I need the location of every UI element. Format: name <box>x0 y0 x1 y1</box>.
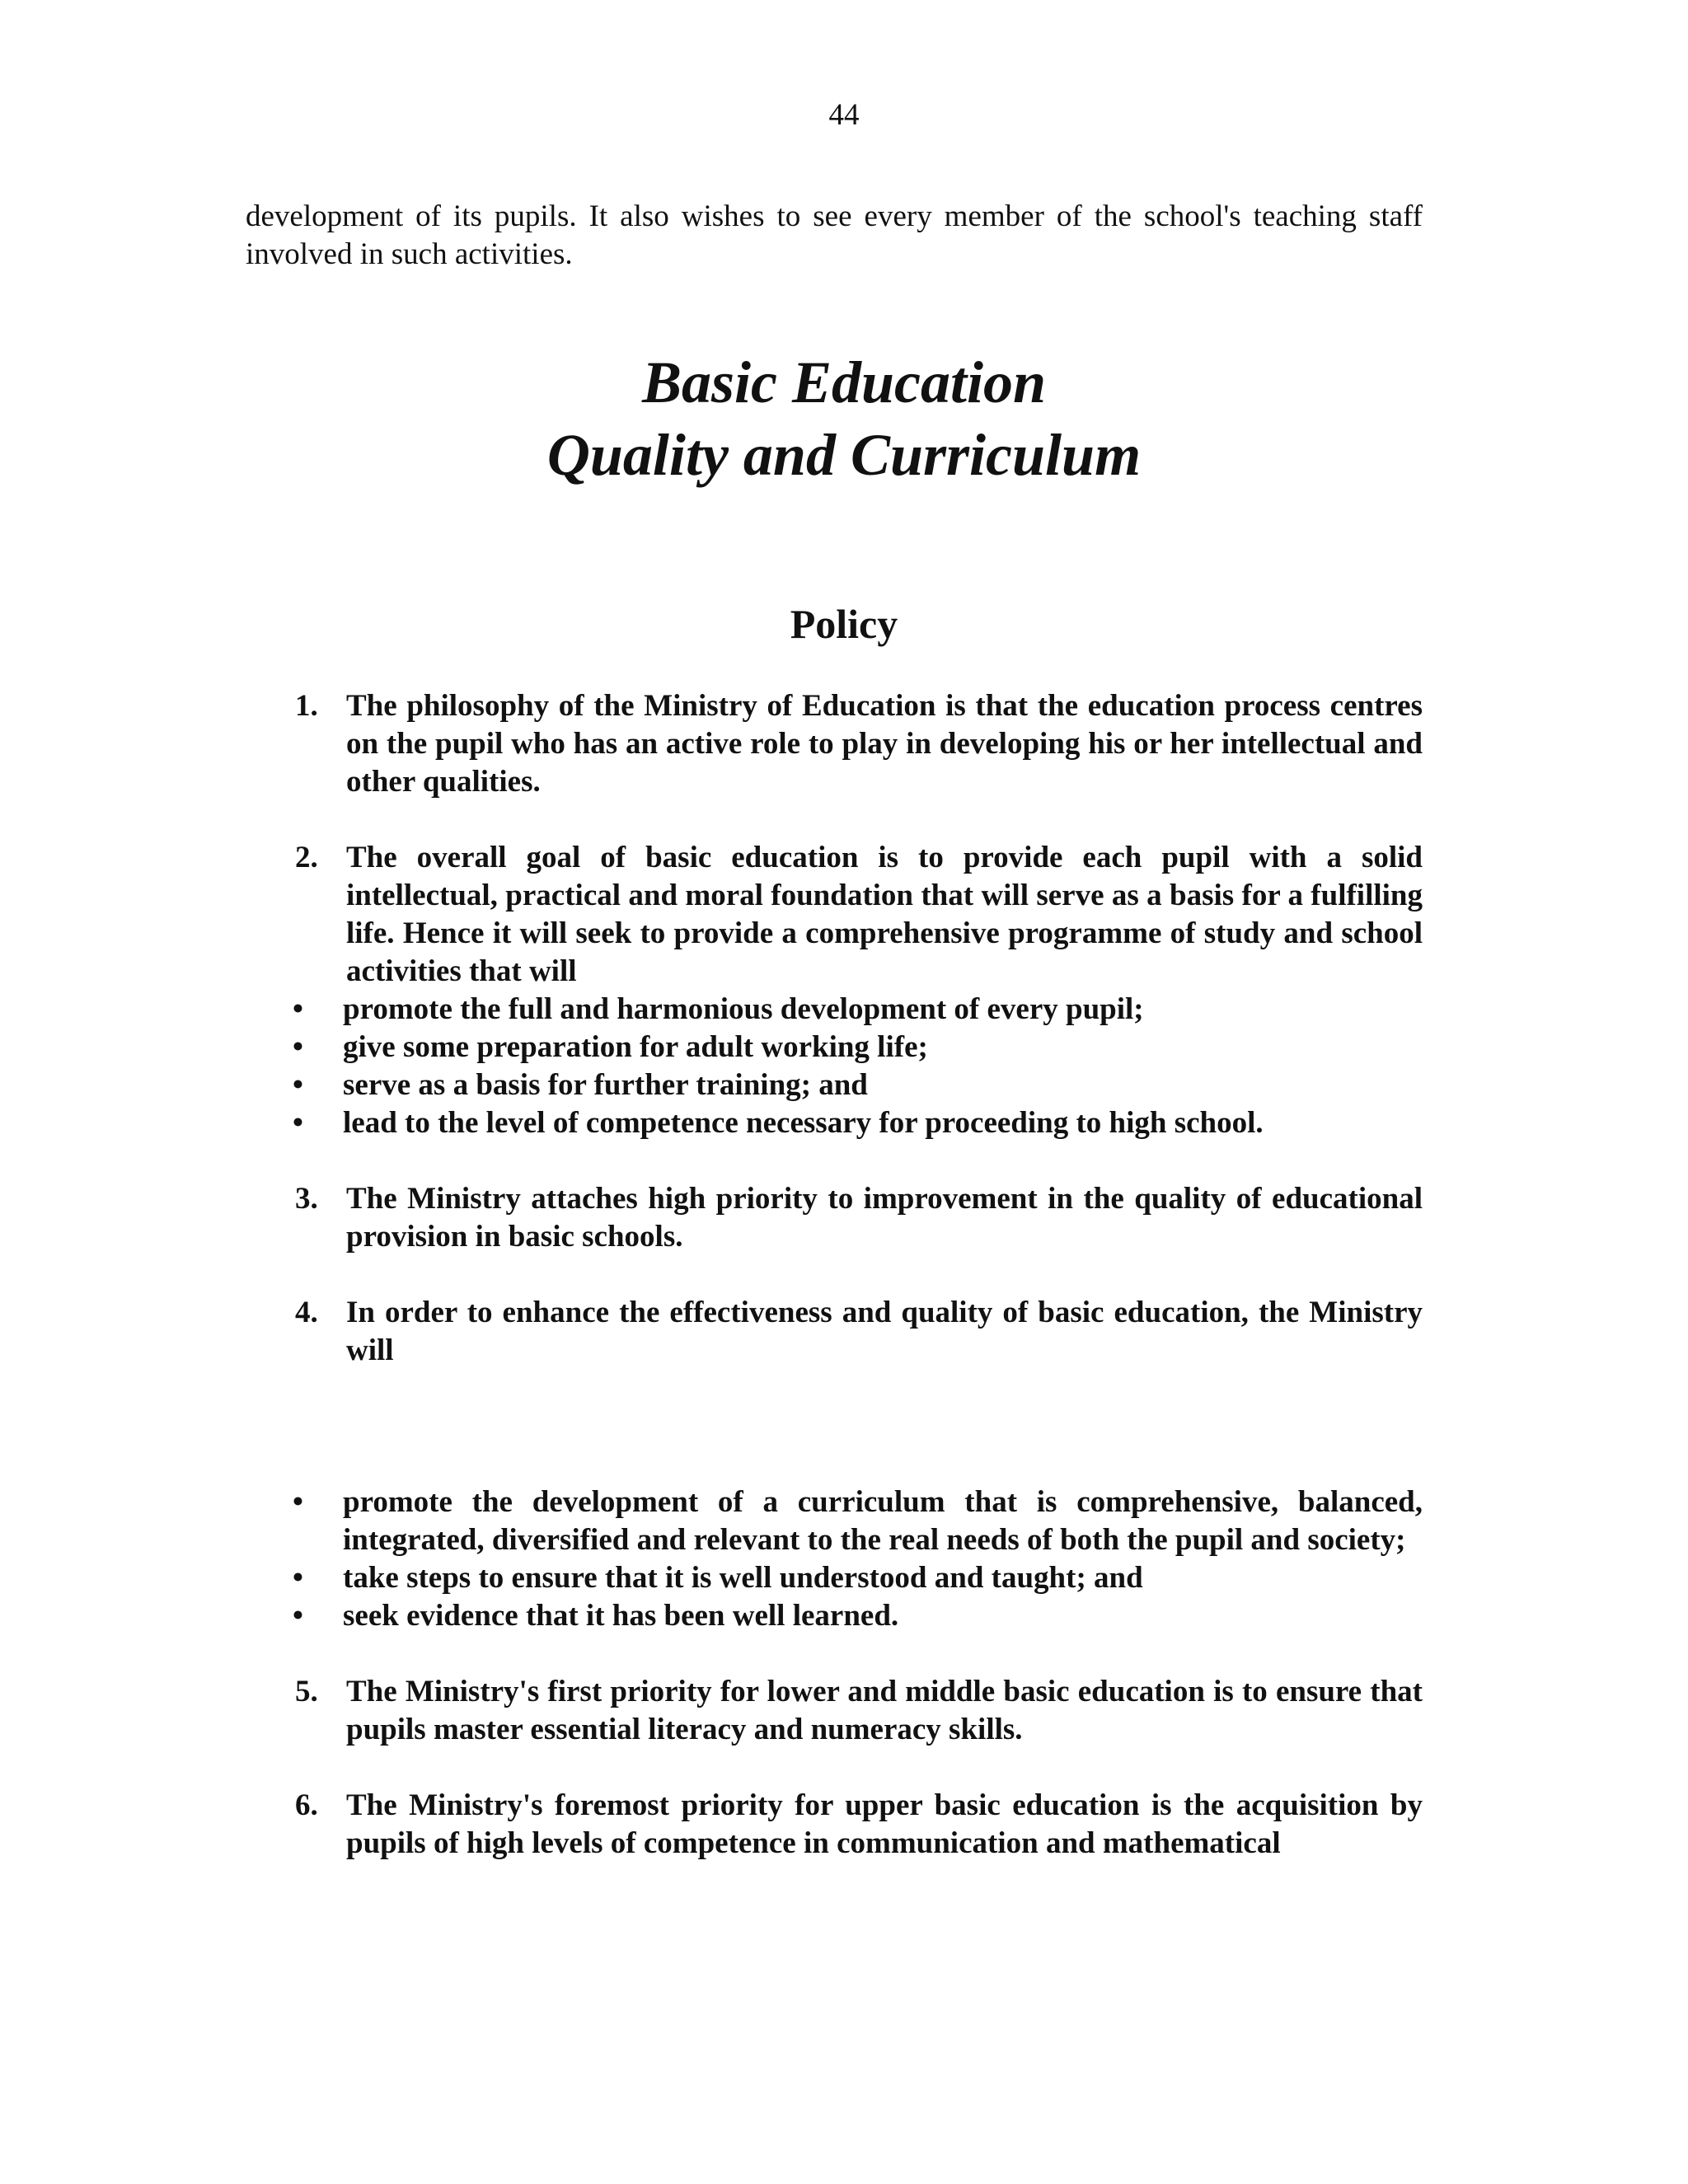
policy-2-bullets <box>246 991 1423 1142</box>
bullet-item <box>246 1597 1423 1635</box>
bullet-icon: • <box>293 992 303 1026</box>
policy-item-4 <box>246 1294 1423 1370</box>
bullet-item <box>246 1029 1423 1066</box>
intro-paragraph: development of its pupils. It also wishes to see every member of the school's teaching staff involved in such activities. <box>246 199 1423 271</box>
policy-number: 2. <box>295 841 318 874</box>
bullet-icon: • <box>293 1106 303 1140</box>
page-number: 44 <box>828 98 860 132</box>
page-title <box>0 346 1688 491</box>
policy-number: 6. <box>295 1788 318 1822</box>
policy-text: In order to enhance the effectiveness and quality of basic education, the Ministry will <box>346 1296 1423 1367</box>
bullet-text: give some preparation for adult working life; <box>343 1030 928 1064</box>
bullet-text: lead to the level of competence necessary for proceeding to high school. <box>343 1106 1264 1140</box>
policy-item-2 <box>246 839 1423 991</box>
bullet-text: take steps to ensure that it is well understood and taught; and <box>343 1561 1143 1595</box>
policy-4-bullets <box>246 1483 1423 1635</box>
bullet-item <box>246 1483 1423 1559</box>
policy-number: 4. <box>295 1296 318 1329</box>
section-heading: Policy <box>790 601 898 647</box>
policy-number: 1. <box>295 689 318 723</box>
bullet-icon: • <box>293 1561 303 1595</box>
bullet-icon: • <box>293 1068 303 1102</box>
bullet-text: promote the development of a curriculum that is comprehensive, balanced, integrated, diversified and relevant to the real needs of both the pupil and society; <box>343 1485 1423 1557</box>
bullet-icon: • <box>293 1485 303 1519</box>
bullet-item <box>246 1559 1423 1597</box>
policy-number: 5. <box>295 1675 318 1708</box>
page-title-line-1: Basic Education <box>641 349 1047 415</box>
policy-text: The overall goal of basic education is to provide each pupil with a solid intellectual, practical and moral foundation that will serve as a basis for a fulfilling life. Hence it will seek to provide a comprehensive programme of study and school activities that will <box>346 841 1423 988</box>
policy-item-1 <box>246 687 1423 801</box>
bullet-item <box>246 1104 1423 1142</box>
policy-number: 3. <box>295 1182 318 1216</box>
bullet-icon: • <box>293 1030 303 1064</box>
policy-list <box>246 687 1423 1863</box>
policy-text: The Ministry's first priority for lower and middle basic education is to ensure that pupils master essential literacy and numeracy skills. <box>346 1675 1423 1746</box>
bullet-item <box>246 1066 1423 1104</box>
bullet-text: serve as a basis for further training; and <box>343 1068 868 1102</box>
bullet-text: promote the full and harmonious development of every pupil; <box>343 992 1144 1026</box>
policy-item-6 <box>246 1787 1423 1863</box>
policy-item-5 <box>246 1673 1423 1749</box>
page-title-line-2: Quality and Curriculum <box>546 422 1142 488</box>
policy-item-3 <box>246 1180 1423 1256</box>
policy-text: The Ministry attaches high priority to improvement in the quality of educational provision in basic schools. <box>346 1182 1423 1254</box>
bullet-icon: • <box>293 1599 303 1633</box>
policy-text: The philosophy of the Ministry of Education is that the education process centres on the pupil who has an active role to play in developing his or her intellectual and other qualities. <box>346 689 1423 799</box>
policy-text: The Ministry's foremost priority for upper basic education is the acquisition by pupils of high levels of competence in communication and mathematical <box>346 1788 1423 1860</box>
bullet-text: seek evidence that it has been well learned. <box>343 1599 899 1633</box>
bullet-item <box>246 991 1423 1029</box>
